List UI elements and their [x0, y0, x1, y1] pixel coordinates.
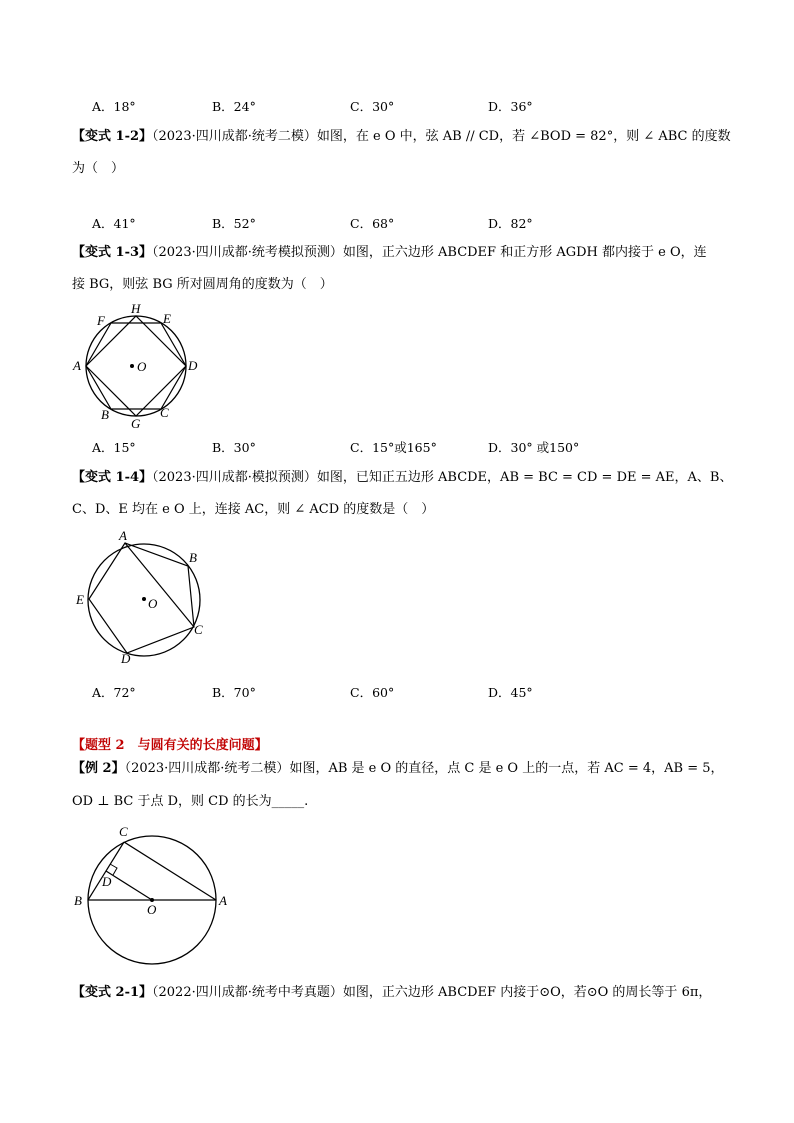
label-a: A: [73, 358, 81, 373]
question-text: 如图，在 e O 中，弦 AB // CD，若 ∠BOD = 82°，则 ∠ ABC 的度数: [316, 129, 731, 144]
label-f: F: [97, 313, 105, 328]
option-c: C．68°: [350, 216, 395, 231]
question-source: （2023·四川成都·统考模拟预测）: [152, 245, 343, 260]
question-text-line2: 为（ ）: [72, 161, 125, 176]
question-2-1: [72, 984, 711, 1002]
question-tag: 【变式 1-2】: [72, 129, 153, 144]
label-b: B: [74, 893, 82, 908]
circle-o: [86, 316, 186, 416]
label-b: B: [101, 407, 109, 422]
center-point: [130, 364, 134, 368]
option-d: D．30° 或150°: [488, 440, 580, 455]
option-b: B．30°: [212, 440, 256, 455]
label-b: B: [189, 550, 197, 565]
label-o: O: [137, 359, 147, 374]
label-o: O: [147, 902, 157, 917]
question-text: 如图，已知正五边形 ABCDE，AB = BC = CD = DE = AE，A、B、: [316, 470, 733, 485]
label-g: G: [131, 416, 141, 431]
label-d: D: [102, 874, 112, 889]
option-a: A．72°: [92, 685, 136, 700]
label-e: E: [76, 592, 84, 607]
question-tag: 【例 2】: [72, 761, 125, 776]
hexagon-square-figure: [66, 298, 206, 432]
diameter-figure: [70, 818, 240, 968]
option-b: B．70°: [212, 685, 256, 700]
question-tag: 【变式 1-4】: [72, 470, 153, 485]
label-a: A: [119, 528, 127, 543]
question-text-line2: OD ⊥ BC 于点 D，则 CD 的长为_____.: [72, 794, 309, 809]
label-e: E: [163, 311, 171, 326]
option-a: A．18°: [92, 99, 136, 114]
label-o: O: [148, 596, 158, 611]
option-d: D．45°: [488, 685, 533, 700]
label-d: D: [188, 358, 198, 373]
option-b: B．24°: [212, 99, 256, 114]
question-text: 如图，正六边形 ABCDEF 内接于⊙O，若⊙O 的周长等于 6π，: [342, 985, 712, 1000]
option-c: C．60°: [350, 685, 395, 700]
question-text: 如图，正六边形 ABCDEF 和正方形 AGDH 都内接于 e O，连: [342, 245, 707, 260]
pentagon-figure: [72, 528, 222, 668]
label-c: C: [194, 622, 203, 637]
label-c: C: [119, 824, 128, 839]
center-point: [142, 597, 146, 601]
option-a: A．15°: [92, 440, 136, 455]
question-1-3: [72, 244, 707, 262]
question-tag: 【变式 1-3】: [72, 245, 153, 260]
option-c: C．15°或165°: [350, 440, 437, 455]
question-source: （2023·四川成都·统考二模）: [124, 761, 290, 776]
option-b: B．52°: [212, 216, 256, 231]
question-1-4: [72, 469, 732, 487]
label-a: A: [219, 893, 227, 908]
example-2: [72, 760, 723, 778]
option-d: D．82°: [488, 216, 533, 231]
option-d: D．36°: [488, 99, 533, 114]
option-a: A．41°: [92, 216, 136, 231]
question-text: 如图，AB 是 e O 的直径，点 C 是 e O 上的一点，若 AC = 4，AB = 5，: [289, 761, 724, 776]
label-d: D: [121, 651, 131, 666]
question-text-line2: 接 BG，则弦 BG 所对圆周角的度数为（ ）: [72, 277, 333, 292]
section-heading: 【题型 2 与圆有关的长度问题】: [72, 738, 268, 753]
question-source: （2023·四川成都·统考二模）: [152, 129, 317, 144]
hexagon-abcdef: [86, 323, 186, 409]
segment-od: [106, 871, 152, 900]
question-source: （2023·四川成都·模拟预测）: [152, 470, 317, 485]
question-text-line2: C、D、E 均在 e O 上，连接 AC，则 ∠ ACD 的度数是（ ）: [72, 502, 435, 517]
question-1-2: [72, 128, 731, 146]
label-c: C: [160, 405, 169, 420]
question-source: （2022·四川成都·统考中考真题）: [152, 985, 343, 1000]
question-tag: 【变式 2-1】: [72, 985, 153, 1000]
label-h: H: [131, 301, 141, 316]
option-c: C．30°: [350, 99, 395, 114]
